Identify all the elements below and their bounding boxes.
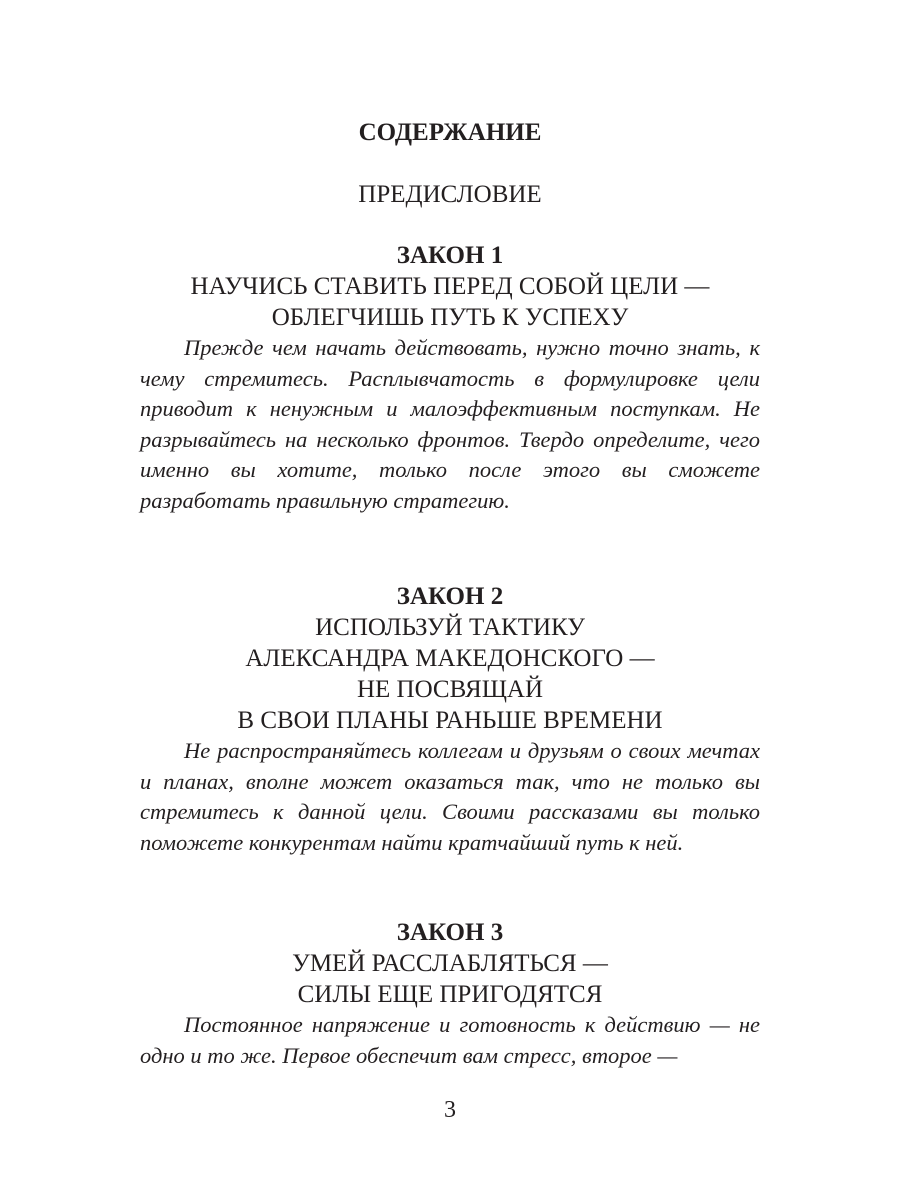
law-section-3 (140, 918, 760, 1071)
page-title: СОДЕРЖАНИЕ (358, 119, 542, 146)
page-number: 3 (444, 1097, 456, 1123)
toc-entry-preface: ПРЕДИСЛОВИЕ (358, 181, 542, 208)
law-description: Прежде чем начать действовать, нужно точно знать, к чему стремитесь. Расплывчатость в формулировке цели приводит к ненужным и малоэффективным поступкам. Не разрывайтесь на несколько фронтов. Твердо определите, чего именно вы хотите, только после этого вы сможете разработать правильную стратегию. (140, 335, 760, 513)
law-title-line: В СВОИ ПЛАНЫ РАНЬШЕ ВРЕМЕНИ (237, 707, 663, 734)
law-description: Постоянное напряжение и готовность к действию — не одно и то же. Первое обеспечит вам стресс, второе — (140, 1012, 760, 1068)
law-description: Не распространяйтесь коллегам и друзьям о своих мечтах и планах, вполне может оказаться так, что не только вы стремитесь к данной цели. Своими рассказами вы только поможете конкурентам найти кратчайший путь к ней. (140, 738, 760, 855)
law-title-line: ОБЛЕГЧИШЬ ПУТЬ К УСПЕХУ (271, 304, 629, 331)
law-title-line: СИЛЫ ЕЩЕ ПРИГОДЯТСЯ (297, 981, 603, 1008)
book-page (140, 0, 760, 1200)
law-title-line: АЛЕКСАНДРА МАКЕДОНСКОГО — (245, 645, 655, 672)
law-number: ЗАКОН 3 (396, 919, 504, 946)
law-number: ЗАКОН 1 (396, 242, 504, 269)
law-section-1 (140, 241, 760, 516)
law-title-line: НЕ ПОСВЯЩАЙ (356, 676, 544, 703)
law-number: ЗАКОН 2 (396, 583, 504, 610)
law-section-2 (140, 582, 760, 858)
law-title-line: НАУЧИСЬ СТАВИТЬ ПЕРЕД СОБОЙ ЦЕЛИ — (190, 273, 710, 300)
law-title-line: ИСПОЛЬЗУЙ ТАКТИКУ (315, 614, 585, 641)
law-title-line: УМЕЙ РАССЛАБЛЯТЬСЯ — (292, 950, 608, 977)
